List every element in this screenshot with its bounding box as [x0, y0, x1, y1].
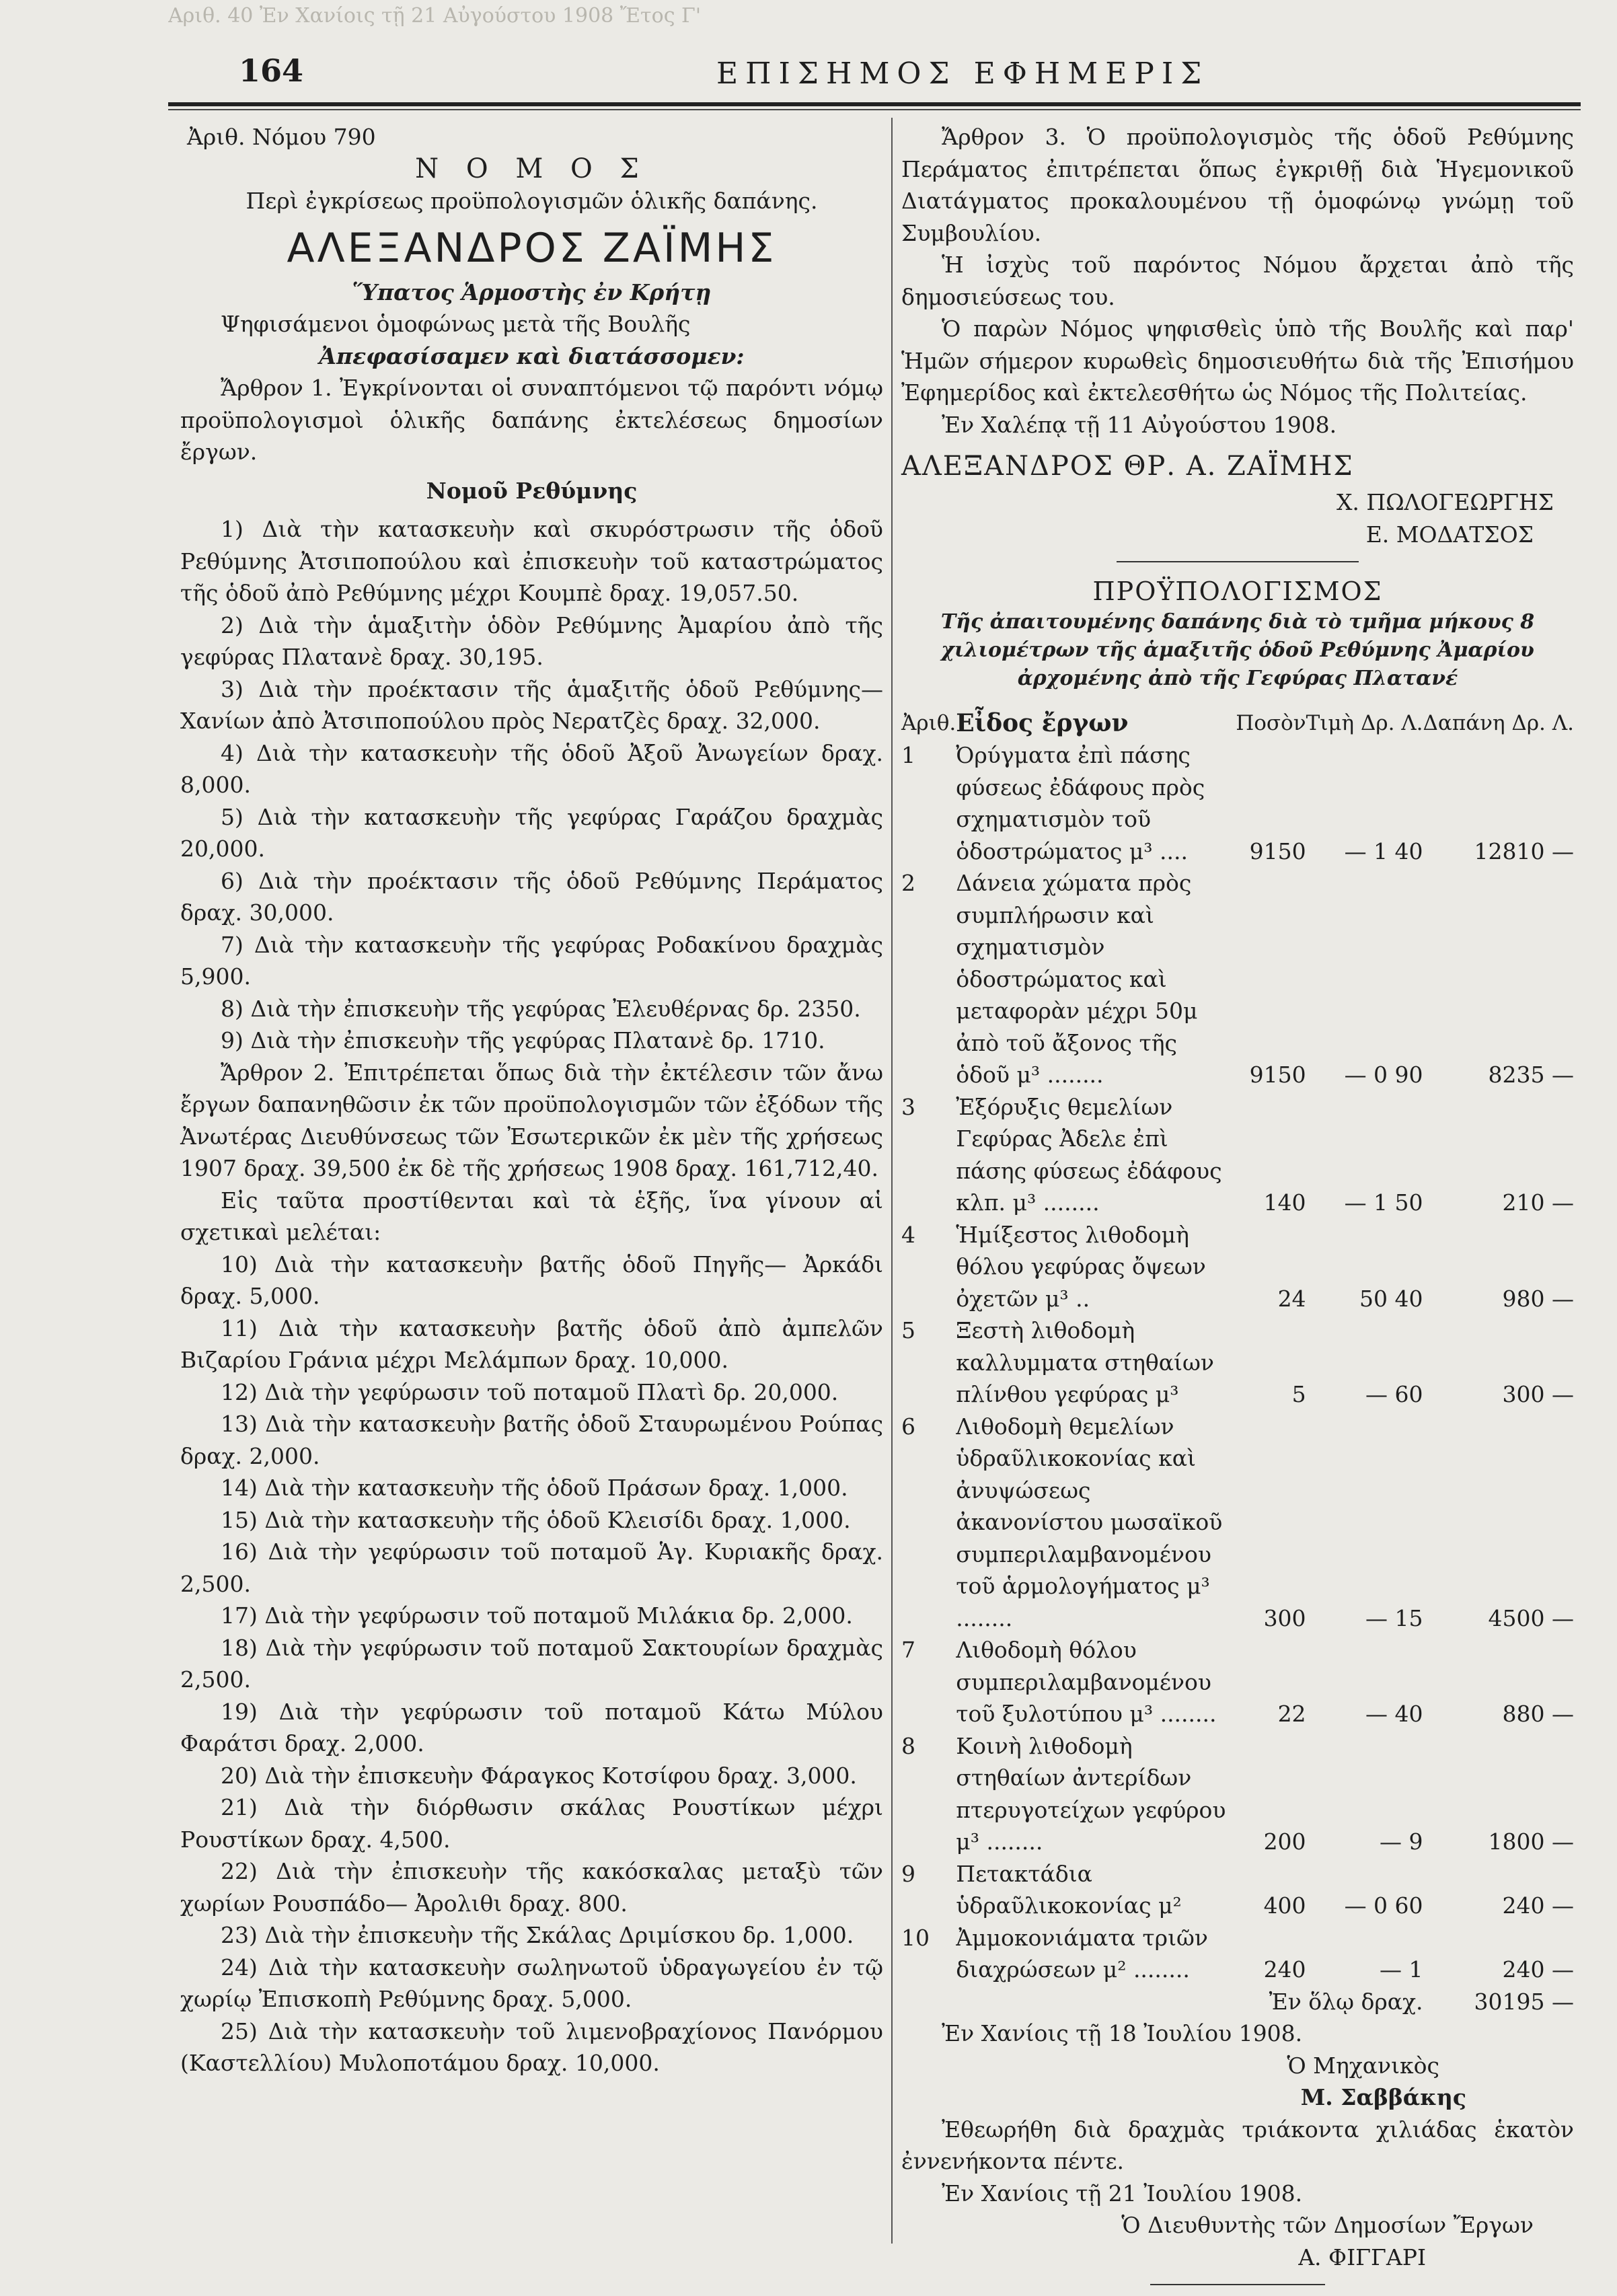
row-cost: 210 —: [1502, 1189, 1574, 1216]
row-price: — 60: [1365, 1381, 1423, 1407]
article-2: Ἄρθρον 2. Ἐπιτρέπεται ὅπως διὰ τὴν ἐκτέλεσιν τῶν ἄνω ἔργων δαπανηθῶσιν ἐκ τῶν προϋπολογισμῶν τῶν ἐξόδων τῆς Ἀνωτέρας Διευθύνσεως τῶν Ἐσωτερικῶν ἐκ μὲν τῆς χρήσεως 1907 δραχ. 39,500 ἐκ δὲ τῆς χρήσεως 1908 δραχ. 161,712,40.: [180, 1059, 883, 1181]
list-item: 7) Διὰ τὴν κατασκευὴν τῆς γεφύρας Ροδακίνου δραχμὰς 5,900.: [180, 931, 883, 990]
law-subject: Περὶ ἐγκρίσεως προϋπολογισμῶν ὁλικῆς δαπάνης.: [246, 188, 818, 214]
article-3: Ἄρθρον 3. Ὁ προϋπολογισμὸς τῆς ὁδοῦ Ρεθύμνης Περάματος ἐπιτρέπεται ὅπως ἐγκριθῇ διὰ Ἡγεμονικοῦ Διατάγματος προκαλουμένου τῇ ὁμοφώνῳ γνώμῃ τοῦ Συμβουλίου.: [901, 124, 1574, 246]
list-item: 17) Διὰ τὴν γεφύρωσιν τοῦ ποταμοῦ Μιλάκια δρ. 2,000.: [221, 1602, 853, 1629]
column-divider: [891, 118, 893, 2244]
row-description: Πετακτάδια ὑδραῦλικοκονίας μ²: [956, 1860, 1182, 1919]
row-number: 2: [901, 870, 915, 896]
col-header-kind: Εἶδος ἔργων: [956, 708, 1129, 737]
row-price: — 1: [1380, 1956, 1423, 1983]
table-row: [901, 1219, 1574, 1315]
row-description: Ξεστὴ λιθοδομὴ καλλυμματα στηθαίων πλίνθου γεφύρας μ³: [956, 1317, 1214, 1407]
table-row: [901, 1091, 1574, 1219]
signatory: ΑΛΕΞΑΝΔΡΟΣ ΘΡ. Α. ΖΑΪΜΗΣ: [901, 451, 1354, 482]
list-item: 11) Διὰ τὴν κατασκευὴν βατῆς ὁδοῦ ἀπὸ ἀμπελῶν Βιζαρίου Γράνια μέχρι Μελάμπων δραχ. 10,000.: [180, 1314, 883, 1373]
row-number: 10: [901, 1924, 930, 1951]
author-name: ΑΛΕΞΑΝΔΡΟΣ ΖΑΪΜΗΣ: [287, 224, 777, 272]
countersign-1: Χ. ΠΩΛΟΓΕΩΡΓΗΣ: [1336, 489, 1554, 515]
row-qty: 400: [1263, 1892, 1306, 1919]
end-rule: [1150, 2284, 1325, 2285]
validity-line: Ἡ ἰσχὺς τοῦ παρόντος Νόμου ἄρχεται ἀπὸ τῆς δημοσιεύσεως του.: [901, 252, 1574, 310]
row-description: Κοινὴ λιθοδομὴ στηθαίων ἀντερίδων πτερυγοτείχων γεφύρου μ³ ........: [956, 1732, 1226, 1855]
row-description: Ἀμμοκονιάματα τριῶν διαχρώσεων μ² ........: [956, 1924, 1208, 1983]
row-qty: 5: [1291, 1381, 1306, 1407]
list-item: 25) Διὰ τὴν κατασκευὴν τοῦ λιμενοβραχίονος Πανόρμου (Καστελλίου) Μυλοποτάμου δραχ. 10,000.: [180, 2017, 883, 2076]
row-price: — 0 90: [1344, 1062, 1423, 1088]
director-name: Α. ΦΙΓΓΑΡΙ: [1298, 2244, 1426, 2270]
row-number: 6: [901, 1413, 915, 1440]
row-cost: 8235 —: [1488, 1062, 1574, 1088]
engineer-title: Ὁ Μηχανικὸς: [1287, 2052, 1439, 2079]
list-item: 19) Διὰ τὴν γεφύρωσιν τοῦ ποταμοῦ Κάτω Μύλου Φαράτσι δραχ. 2,000.: [180, 1698, 883, 1756]
list-item: 12) Διὰ τὴν γεφύρωσιν τοῦ ποταμοῦ Πλατὶ δρ. 20,000.: [221, 1378, 839, 1405]
article-1: Ἄρθρον 1. Ἐγκρίνονται οἱ συναπτόμενοι τῷ παρόντι νόμῳ προϋπολογισμοὶ ὁλικῆς δαπάνης ἐκτελέσεως δημοσίων ἔργων.: [180, 375, 883, 465]
table-row: [901, 739, 1574, 867]
review-note: Ἐθεωρήθη διὰ δραχμὰς τριάκοντα χιλιάδας ἑκατὸν ἐννενήκοντα πέντε.: [901, 2116, 1574, 2174]
table-total-row: [901, 1986, 1574, 2018]
list-item: 22) Διὰ τὴν ἐπισκευὴν τῆς κακόσκαλας μεταξὺ τῶν χωρίων Ρουσπάδο— Ἀρολιθι δραχ. 800.: [180, 1858, 883, 1917]
row-number: 7: [901, 1637, 915, 1663]
budget-subtitle: Τῆς ἀπαιτουμένης δαπάνης διὰ τὸ τμῆμα μήκους 8 χιλιομέτρων τῆς ἁμαξιτῆς ὁδοῦ Ρεθύμνης Ἀμαρίου ἀρχομένης ἀπὸ τῆς Γεφύρας Πλατανέ: [940, 609, 1535, 690]
left-column: [180, 121, 883, 2079]
row-price: — 15: [1365, 1604, 1423, 1631]
list-item: 10) Διὰ τὴν κατασκευὴν βατῆς ὁδοῦ Πηγῆς— Ἀρκάδι δραχ. 5,000.: [180, 1251, 883, 1309]
table-row: [901, 1411, 1574, 1635]
list-item: 6) Διὰ τὴν προέκτασιν τῆς ὁδοῦ Ρεθύμνης Περάματος δραχ. 30,000.: [180, 867, 883, 926]
section-title: Νομοῦ Ρεθύμνης: [426, 477, 638, 504]
row-number: 3: [901, 1093, 915, 1120]
table-row: [901, 1922, 1574, 1986]
row-qty: 200: [1263, 1828, 1306, 1855]
list-item: 9) Διὰ τὴν ἐπισκευὴν τῆς γεφύρας Πλατανὲ δρ. 1710.: [221, 1027, 825, 1053]
col-header-price: Τιμὴ Δρ. Λ.: [1306, 710, 1423, 735]
row-cost: 980 —: [1502, 1285, 1574, 1312]
row-number: 8: [901, 1732, 915, 1759]
list-item: 20) Διὰ τὴν ἐπισκευὴν Φάραγκος Κοτσίφου δραχ. 3,000.: [221, 1762, 857, 1789]
top-strip: Αριθ. 40 Ἐν Χανίοις τῇ 21 Αὐγούστου 1908 Ἔτος Γ': [168, 4, 702, 28]
budget-table: [901, 708, 1574, 2018]
row-cost: 880 —: [1502, 1701, 1574, 1727]
row-description: Ὀρύγματα ἐπὶ πάσης φύσεως ἐδάφους πρὸς σχηματισμὸν τοῦ ὁδοστρώματος μ³ ....: [956, 742, 1205, 864]
list-item: 8) Διὰ τὴν ἐπισκευὴν τῆς γεφύρας Ἐλευθέρνας δρ. 2350.: [221, 995, 861, 1022]
law-heading: Ν Ο Μ Ο Σ: [415, 153, 648, 184]
list-item: 1) Διὰ τὴν κατασκευὴν καὶ σκυρόστρωσιν τῆς ὁδοῦ Ρεθύμνης Ἀτσιποπούλου καὶ ἐπισκευὴν τοῦ καταστρώματος τῆς ὁδοῦ ἀπὸ Ρεθύμνης μέχρι Κουμπὲ δραχ. 19,057.50.: [180, 516, 883, 606]
page-number: 164: [239, 52, 304, 89]
row-number: 9: [901, 1860, 915, 1887]
section-rule: [1117, 561, 1359, 562]
header-rule-thin: [168, 109, 1581, 110]
director-title: Ὁ Διευθυντὴς τῶν Δημοσίων Ἔργων: [1121, 2212, 1534, 2238]
list-item: 21) Διὰ τὴν διόρθωσιν σκάλας Ρουστίκων μέχρι Ρουστίκων δραχ. 4,500.: [180, 1794, 883, 1853]
col-header-num: Ἀριθ.: [901, 710, 956, 735]
row-number: 5: [901, 1317, 915, 1343]
row-cost: 12810 —: [1474, 838, 1574, 864]
closing-paragraph: Ὁ παρὼν Νόμος ψηφισθεὶς ὑπὸ τῆς Βουλῆς καὶ παρ' Ἡμῶν σήμερον κυρωθεὶς δημοσιευθήτω διὰ τῆς Ἐπισήμου Ἐφημερίδος καὶ ἐκτελεσθήτω ὡς Νόμος τῆς Πολιτείας.: [901, 316, 1574, 406]
row-cost: 240 —: [1502, 1956, 1574, 1983]
row-price: — 9: [1380, 1828, 1423, 1855]
row-cost: 300 —: [1502, 1381, 1574, 1407]
list-item: 13) Διὰ τὴν κατασκευὴν βατῆς ὁδοῦ Σταυρωμένου Ρούπας δραχ. 2,000.: [180, 1411, 883, 1469]
row-description: Λιθοδομὴ θόλου συμπεριλαμβανομένου τοῦ ξυλοτύπου μ³ ........: [956, 1637, 1217, 1727]
table-row: [901, 867, 1574, 1091]
row-cost: 4500 —: [1488, 1604, 1574, 1631]
row-description: Ἡμίξεστος λιθοδομὴ θόλου γεφύρας ὄψεων ὀχετῶν μ³ ..: [956, 1221, 1206, 1312]
row-qty: 240: [1263, 1956, 1306, 1983]
engineer-name: Μ. Σαββάκης: [1300, 2084, 1466, 2110]
items-list-a: [180, 513, 883, 1057]
list-item: 3) Διὰ τὴν προέκτασιν τῆς ἁμαξιτῆς ὁδοῦ Ρεθύμνης— Χανίων ἀπὸ Ἀτσιποπούλου πρὸς Νερατζὲς δραχ. 32,000.: [180, 675, 883, 734]
row-description: Δάνεια χώματα πρὸς συμπλήρωσιν καὶ σχηματισμὸν ὁδοστρώματος καὶ μεταφορὰν μέχρι 50μ ἀπὸ τοῦ ἄξονος τῆς ὁδοῦ μ³ ........: [956, 870, 1198, 1088]
row-number: 4: [901, 1221, 915, 1248]
author-title: Ὕπατος Ἁρμοστὴς ἐν Κρήτῃ: [352, 279, 712, 305]
right-column: [901, 121, 1574, 2296]
row-price: — 40: [1365, 1701, 1423, 1727]
col-header-cost: Δαπάνη Δρ. Λ.: [1423, 710, 1574, 735]
row-price: 50 40: [1359, 1285, 1423, 1312]
list-item: 24) Διὰ τὴν κατασκευὴν σωληνωτοῦ ὑδραγωγείου ἐν τῷ χωρίῳ Ἐπισκοπὴ Ρεθύμνης δραχ. 5,000.: [180, 1954, 883, 2012]
table-row: [901, 1730, 1574, 1858]
row-qty: 22: [1277, 1701, 1306, 1727]
list-item: 23) Διὰ τὴν ἐπισκευὴν τῆς Σκάλας Δριμίσκου δρ. 1,000.: [221, 1922, 854, 1948]
countersign-2: Ε. ΜΟΔΑΤΣΟΣ: [1365, 521, 1534, 548]
table-row: [901, 1858, 1574, 1922]
row-qty: 140: [1263, 1189, 1306, 1216]
row-qty: 300: [1263, 1604, 1306, 1631]
list-item: 14) Διὰ τὴν κατασκευὴν τῆς ὁδοῦ Πράσων δραχ. 1,000.: [221, 1475, 848, 1501]
list-item: 4) Διὰ τὴν κατασκευὴν τῆς ὁδοῦ Ἀξοῦ Ἀνωγείων δραχ. 8,000.: [180, 739, 883, 798]
list-item: 5) Διὰ τὴν κατασκευὴν τῆς γεφύρας Γαράζου δραχμὰς 20,000.: [180, 803, 883, 862]
list-item: 16) Διὰ τὴν γεφύρωσιν τοῦ ποταμοῦ Ἁγ. Κυριακῆς δραχ. 2,500.: [180, 1539, 883, 1597]
table-row: [901, 1634, 1574, 1730]
list-item: 18) Διὰ τὴν γεφύρωσιν τοῦ ποταμοῦ Σακτουρίων δραχμὰς 2,500.: [180, 1634, 883, 1693]
total-value: 30195 —: [1474, 1988, 1574, 2015]
masthead-title: ΕΠΙΣΗΜΟΣ ΕΦΗΜΕΡΙΣ: [716, 57, 1209, 91]
table-header-row: [901, 708, 1574, 740]
row-number: 1: [901, 742, 915, 768]
row-cost: 240 —: [1502, 1892, 1574, 1919]
row-qty: 24: [1277, 1285, 1306, 1312]
row-qty: 9150: [1249, 1062, 1306, 1088]
list-item: 2) Διὰ τὴν ἁμαξιτὴν ὁδὸν Ρεθύμνης Ἀμαρίου ἀπὸ τῆς γεφύρας Πλατανὲ δραχ. 30,195.: [180, 612, 883, 670]
voted-line: Ψηφισάμενοι ὁμοφώνως μετὰ τῆς Βουλῆς: [221, 311, 691, 337]
col-header-qty: Ποσὸν: [1236, 710, 1306, 735]
total-label: Ἐν ὅλῳ δραχ.: [1269, 1988, 1423, 2015]
header-rule: [168, 102, 1581, 106]
law-number: Ἀριθ. Νόμου 790: [187, 124, 376, 150]
table-row: [901, 1314, 1574, 1411]
budget-title: ΠΡΟΫΠΟΛΟΓΙΣΜΟΣ: [1092, 577, 1383, 606]
row-price: — 0 60: [1344, 1892, 1423, 1919]
place-date: Ἐν Χαλέπᾳ τῇ 11 Αὐγούστου 1908.: [942, 411, 1337, 438]
row-description: Ἐξόρυξις θεμελίων Γεφύρας Ἀδελε ἐπὶ πάσης φύσεως ἐδάφους κλπ. μ³ ........: [956, 1093, 1222, 1216]
row-qty: 9150: [1249, 838, 1306, 864]
chania-date-1: Ἐν Χανίοις τῇ 18 Ἰουλίου 1908.: [942, 2020, 1303, 2046]
chania-date-2: Ἐν Χανίοις τῇ 21 Ἰουλίου 1908.: [942, 2180, 1303, 2207]
row-price: — 1 50: [1344, 1189, 1423, 1216]
decree-line: Ἀπεφασίσαμεν καὶ διατάσσομεν:: [319, 342, 745, 369]
article-2-continuation: Εἰς ταῦτα προστίθενται καὶ τὰ ἑξῆς, ἵνα γίνουν αἱ σχετικαὶ μελέται:: [180, 1187, 883, 1245]
row-description: Λιθοδομὴ θεμελίων ὑδραῦλικοκονίας καὶ ἀνυψώσεως ἀκανονίστου μωσαϊκοῦ συμπεριλαμβανομένου τοῦ ἁρμολογήματος μ³ ........: [956, 1413, 1223, 1631]
list-item: 15) Διὰ τὴν κατασκευὴν τῆς ὁδοῦ Κλεισίδι δραχ. 1,000.: [221, 1506, 851, 1533]
row-price: — 1 40: [1344, 838, 1423, 864]
items-list-b: [180, 1249, 883, 2079]
row-cost: 1800 —: [1488, 1828, 1574, 1855]
